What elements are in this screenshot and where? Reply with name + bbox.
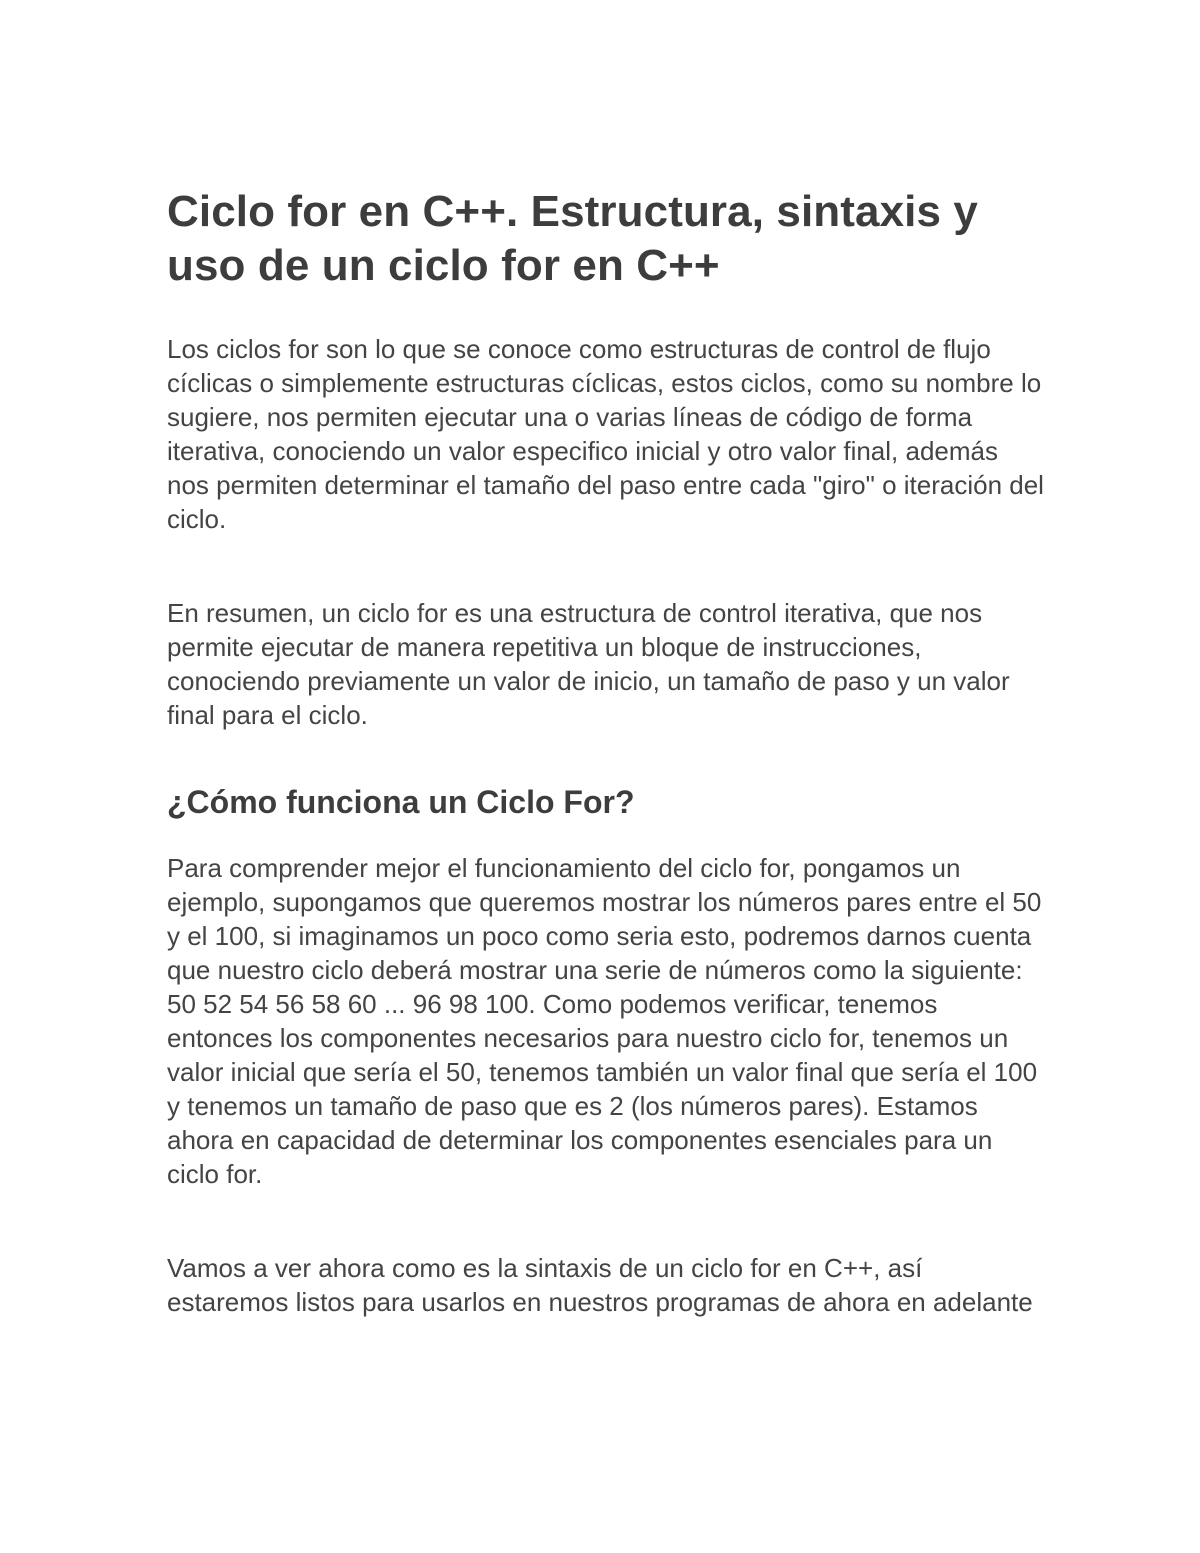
section-heading: ¿Cómo funciona un Ciclo For? — [167, 784, 635, 820]
summary-paragraph: En resumen, un ciclo for es una estructura de control iterativa, que nos permite ejecutar de manera repetitiva un bloque de instrucciones, conociendo previamente un valor de inicio, un tamaño de paso y un valor final para el ciclo. — [167, 598, 1010, 730]
syntax-intro-paragraph: Vamos a ver ahora como es la sintaxis de un ciclo for en C++, así estaremos listos para usarlos en nuestros programas de ahora en adelante — [167, 1253, 1033, 1317]
example-paragraph: Para comprender mejor el funcionamiento del ciclo for, pongamos un ejemplo, supongamos que queremos mostrar los números pares entre el 50 y el 100, si imaginamos un poco como seria esto, podremos darnos cuenta que nuestro ciclo deberá mostrar una serie de números como la siguiente: 50 52 54 56 58 60 ... 96 98 100. Como podemos verificar, tenemos entonces los componentes necesarios para nuestro ciclo for, tenemos un valor inicial que sería el 50, tenemos también un valor final que sería el 100 y tenemos un tamaño de paso que es 2 (los números pares). Estamos ahora en capacidad de determinar los componentes esenciales para un ciclo for. — [167, 853, 1042, 1189]
page-title: Ciclo for en C++. Estructura, sintaxis y uso de un ciclo for en C++ — [167, 187, 978, 290]
intro-paragraph: Los ciclos for son lo que se conoce como estructuras de control de flujo cíclicas o simplemente estructuras cíclicas, estos ciclos, como su nombre lo sugiere, nos permiten ejecutar una o varias líneas de código de forma iterativa, conociendo un valor especifico inicial y otro valor final, además nos permiten determinar el tamaño del paso entre cada "giro" o iteración del ciclo. — [167, 334, 1044, 534]
